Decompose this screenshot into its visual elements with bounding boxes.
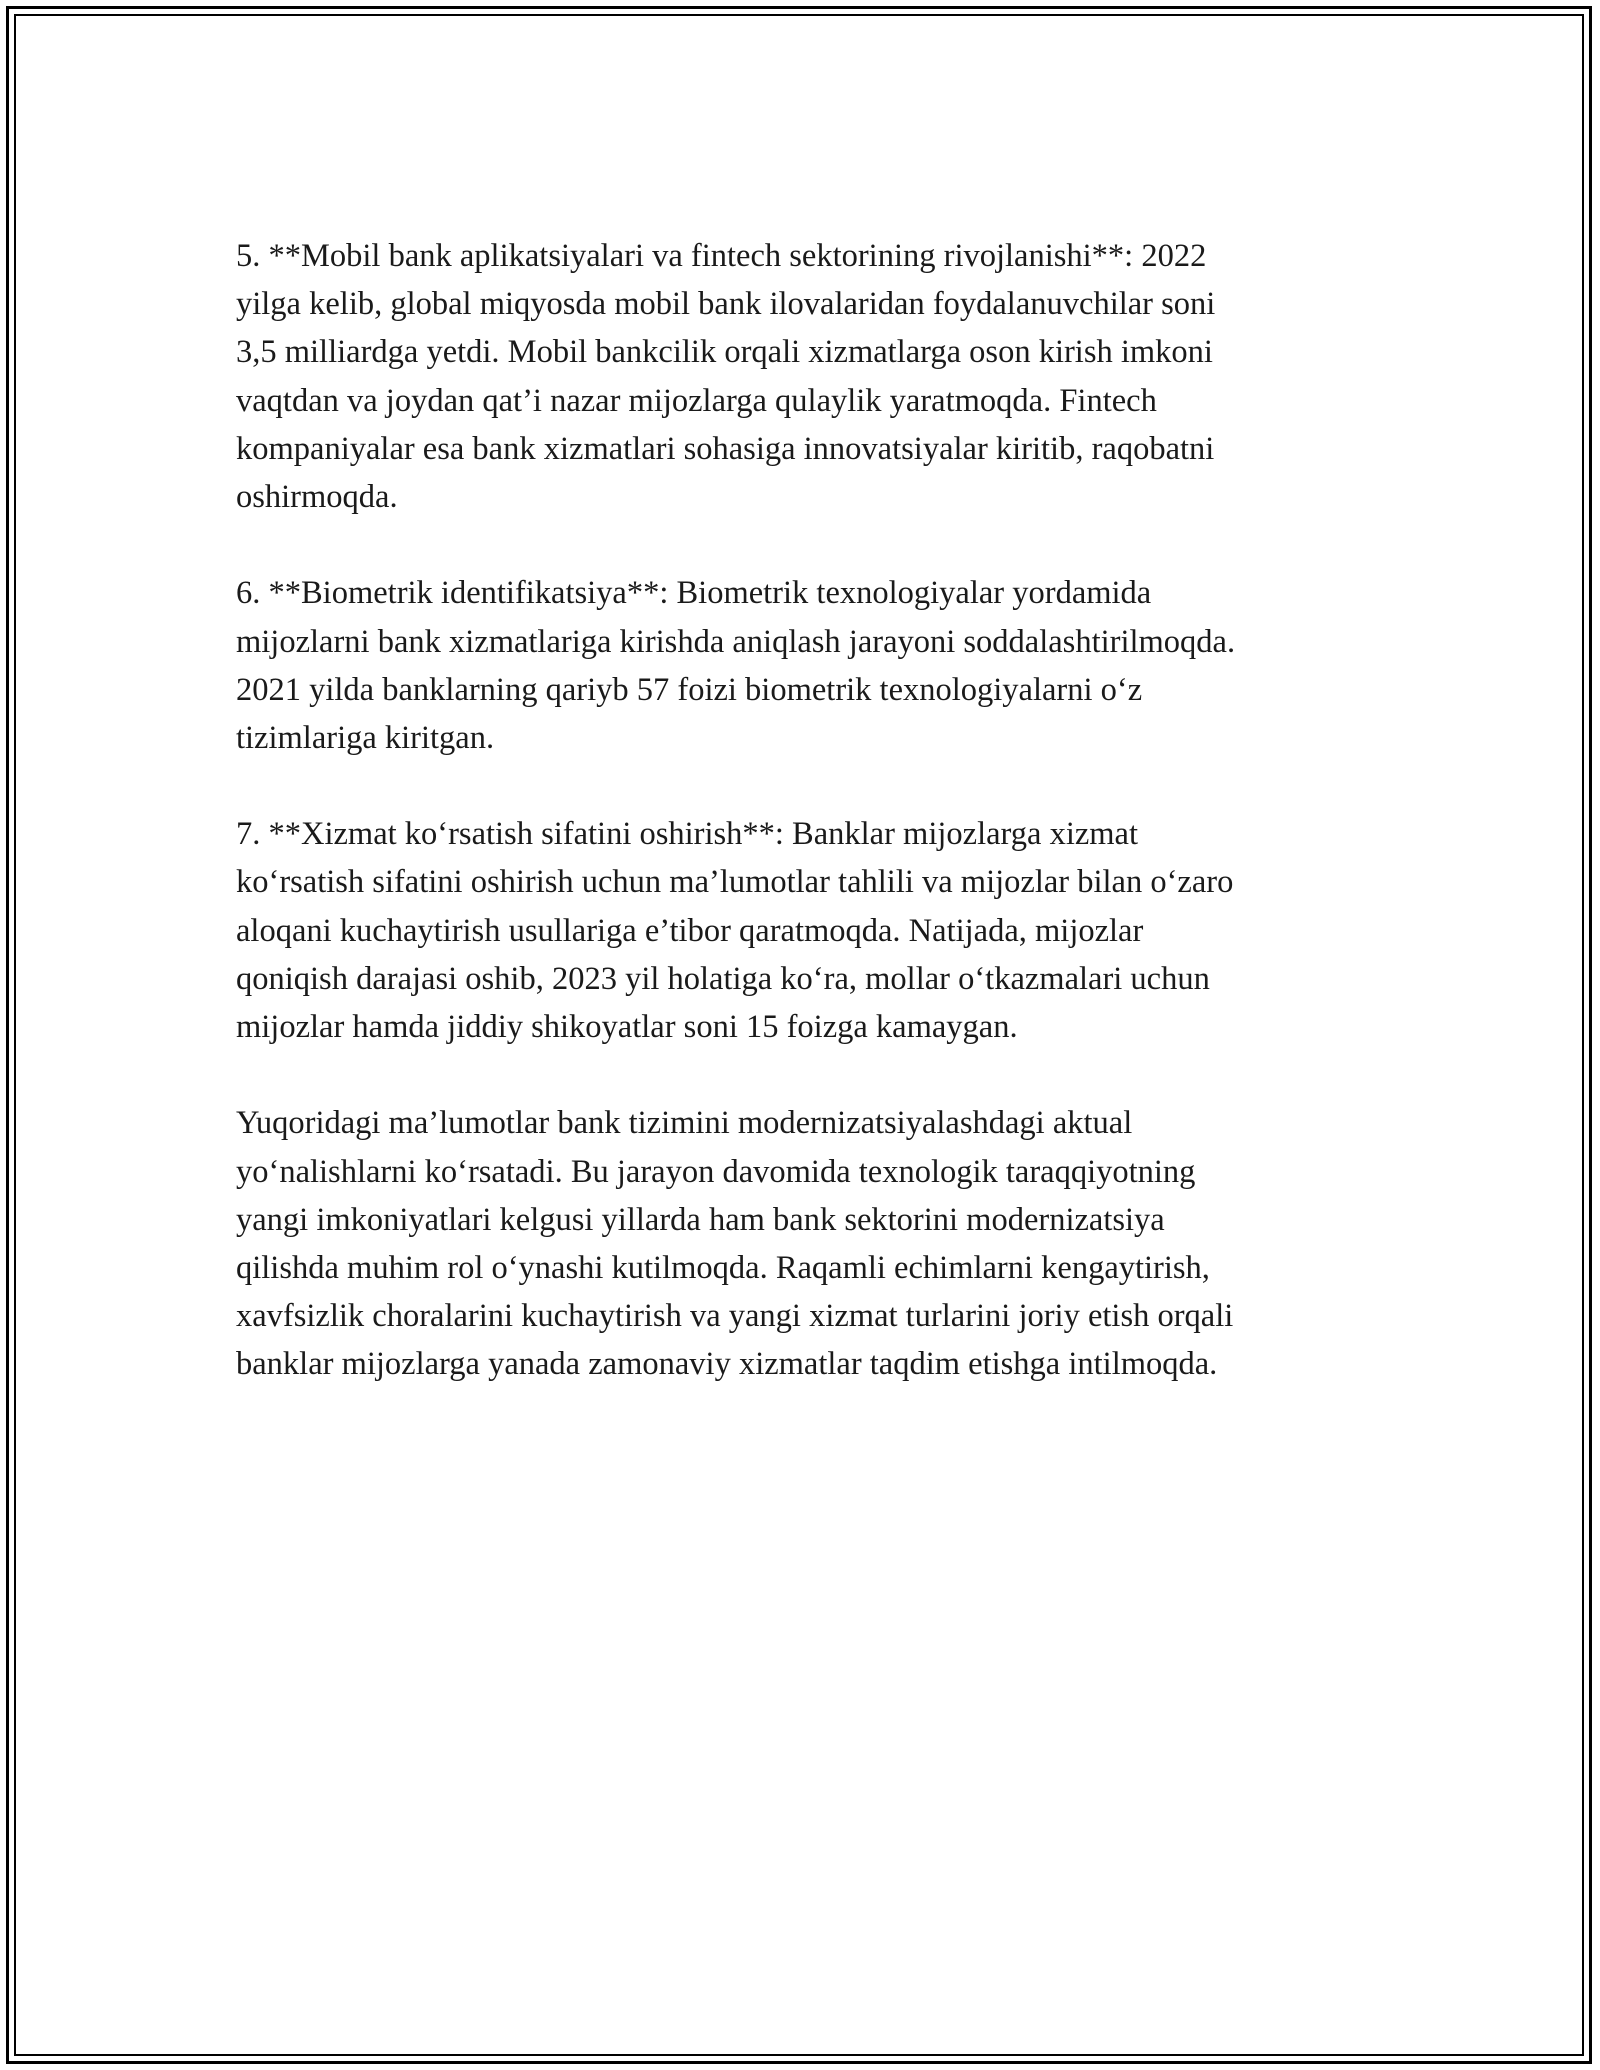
text-line: 5. **Mobil bank aplikatsiyalari va fintech sektorining rivojlanishi**: 2022 [236, 238, 1207, 274]
text-line: mijozlar hamda jiddiy shikoyatlar soni 15 foizga kamaygan. [236, 1009, 1018, 1045]
paragraph-service-quality [236, 810, 1366, 1051]
document-body [236, 232, 1366, 1437]
text-line: Yuqoridagi ma’lumotlar bank tizimini modernizatsiyalashdagi aktual [236, 1105, 1133, 1142]
paragraph-mobile-banking [236, 232, 1366, 521]
text-line: xavfsizlik choralarini kuchaytirish va yangi xizmat turlarini joriy etish orqali [236, 1298, 1234, 1335]
text-line: aloqani kuchaytirish usullariga e’tibor qaratmoqda. Natijada, mijozlar [236, 912, 1144, 949]
paragraph-biometric-identification [236, 569, 1366, 762]
text-line: 3,5 milliardga yetdi. Mobil bankcilik orqali xizmatlarga oson kirish imkoni [236, 334, 1213, 371]
text-line: oshirmoqda. [236, 478, 398, 515]
text-line: yilga kelib, global miqyosda mobil bank ilovalaridan foydalanuvchilar soni [236, 286, 1216, 323]
text-line: yo‘nalishlarni ko‘rsatadi. Bu jarayon davomida texnologik taraqqiyotning [236, 1153, 1196, 1190]
text-line: 7. **Xizmat ko‘rsatish sifatini oshirish**: Banklar mijozlarga xizmat [236, 816, 1139, 853]
text-line: mijozlarni bank xizmatlariga kirishda aniqlash jarayoni soddalashtirilmoqda. [236, 623, 1236, 660]
text-line: yangi imkoniyatlari kelgusi yillarda ham bank sektorini modernizatsiya [236, 1201, 1165, 1238]
text-line: kompaniyalar esa bank xizmatlari sohasiga innovatsiyalar kiritib, raqobatni [236, 430, 1215, 467]
text-line: 2021 yilda banklarning qariyb 57 foizi biometrik texnologiyalarni o‘z [236, 671, 1143, 708]
paragraph-conclusion [236, 1099, 1366, 1388]
text-line: vaqtdan va joydan qat’i nazar mijozlarga qulaylik yaratmoqda. Fintech [236, 382, 1157, 419]
text-line: tizimlariga kiritgan. [236, 719, 495, 756]
text-line: qilishda muhim rol o‘ynashi kutilmoqda. Raqamli echimlarni kengaytirish, [236, 1249, 1210, 1286]
text-line: ko‘rsatish sifatini oshirish uchun ma’lumotlar tahlili va mijozlar bilan o‘zaro [236, 864, 1234, 901]
text-line: banklar mijozlarga yanada zamonaviy xizmatlar taqdim etishga intilmoqda. [236, 1346, 1218, 1383]
text-line: qoniqish darajasi oshib, 2023 yil holatiga ko‘ra, mollar o‘tkazmalari uchun [236, 960, 1210, 997]
text-line: 6. **Biometrik identifikatsiya**: Biometrik texnologiyalar yordamida [236, 575, 1152, 612]
